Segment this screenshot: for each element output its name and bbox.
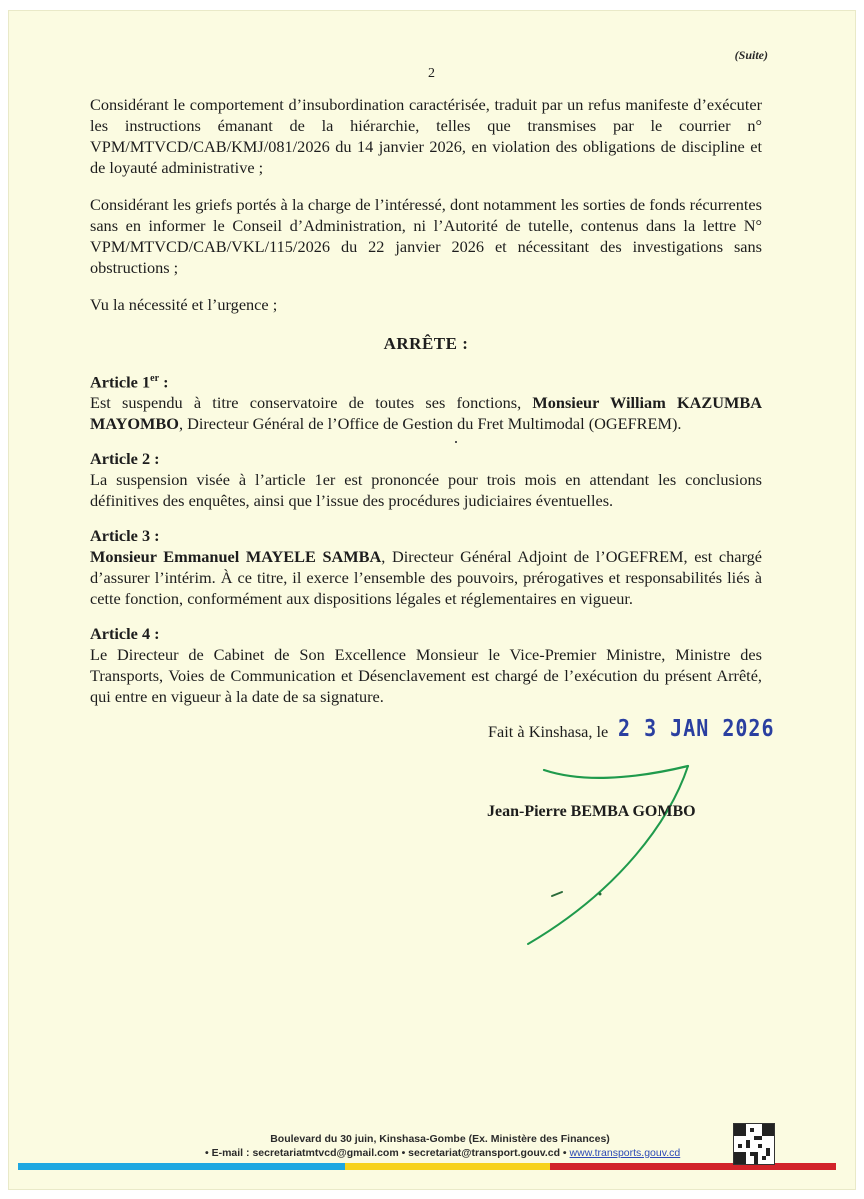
stripe-yellow: [345, 1163, 550, 1170]
email-link-2[interactable]: secretariat@transport.gouv.cd: [408, 1147, 561, 1159]
qr-code: [733, 1123, 775, 1165]
document-body: [90, 94, 762, 721]
article-3-title: Article 3 :: [90, 526, 160, 546]
article-1-person: Monsieur William KAZUMBA MAYOMBO: [90, 393, 763, 434]
place-date-text: Fait à Kinshasa, le: [488, 722, 609, 741]
speck: [455, 441, 457, 443]
stripe-red: [550, 1163, 836, 1170]
article-4-text: Le Directeur de Cabinet de Son Excellence Monsieur le Vice-Premier Ministre, Ministre des Transports, Voies de Communication et Désenclavement est chargé de l’exécution du présent Arrêté, qui entre en vigueur à la date de sa signature.: [90, 645, 762, 707]
vu-paragraph: Vu la nécessité et l’urgence ;: [90, 295, 278, 314]
considerant-paragraph: Considérant les griefs portés à la charge de l’intéressé, dont notamment les sorties de fonds récurrentes sans en informer le Conseil d’Administration, ni l’Autorité de tutelle, contenus dans la lettre N° VPM/MTVCD/CAB/VKL/115/2026 du 22 janvier 2026 et nécessitant des investigations sans obstructions ;: [90, 195, 762, 277]
article-1-text-post: , Directeur Général de l’Office de Gestion du Fret Multimodal (OGEFREM).: [178, 414, 682, 434]
website-link[interactable]: www.transports.gouv.cd: [569, 1147, 681, 1159]
date-stamp: 2 3 JAN 2026: [618, 714, 775, 742]
stripe-blue: [18, 1163, 345, 1170]
article-4-title: Article 4 :: [90, 624, 160, 644]
article-1-title: [90, 368, 762, 392]
footer-address: Boulevard du 30 juin, Kinshasa-Gombe (Ex. Ministère des Finances): [270, 1133, 610, 1145]
article-1-title-text: Article 1: [90, 372, 151, 392]
article-2-title: Article 2 :: [90, 449, 160, 469]
separator: •: [398, 1147, 409, 1159]
email-label: • E-mail :: [205, 1147, 253, 1159]
handwritten-signature: [520, 760, 720, 960]
article-3-text-post: , Directeur Général Adjoint de l’OGEFREM, est chargé d’assurer l’intérim. À ce titre, il exerce l’ensemble des pouvoirs, prérogatives et responsabilités liés à cette fonction, conformément aux dispositions légales et réglementaires en vigueur.: [90, 547, 763, 609]
separator: •: [560, 1147, 570, 1159]
page-number: 2: [428, 66, 435, 81]
article-1-title-sup: er: [150, 373, 160, 384]
flag-stripe: [18, 1163, 836, 1170]
email-link-1[interactable]: secretariatmtvcd@gmail.com: [252, 1147, 399, 1159]
arrete-heading: ARRÊTE :: [383, 334, 469, 353]
article-1-text-pre: Est suspendu à titre conservatoire de toutes ses fonctions,: [90, 393, 533, 413]
suite-label: (Suite): [734, 48, 768, 62]
considerant-paragraph: Considérant le comportement d’insubordination caractérisée, traduit par un refus manifeste d’exécuter les instructions émanant de la hiérarchie, telles que transmises par le courrier n° VPM/MTVCD/CAB/KMJ/081/2026 du 14 janvier 2026, en violation des obligations de discipline et de loyauté administrative ;: [90, 95, 762, 177]
article-3-person: Monsieur Emmanuel MAYELE SAMBA: [90, 547, 382, 567]
article-3-text: [90, 546, 762, 609]
article-1-title-colon: :: [159, 372, 169, 392]
signer-name: Jean-Pierre BEMBA GOMBO: [487, 803, 696, 820]
footer-contact: [205, 1147, 680, 1159]
article-1-text: [90, 392, 762, 434]
article-2-text: La suspension visée à l’article 1er est prononcée pour trois mois en attendant les conclusions définitives des enquêtes, ainsi que l’issue des procédures judiciaires éventuelles.: [90, 470, 762, 511]
